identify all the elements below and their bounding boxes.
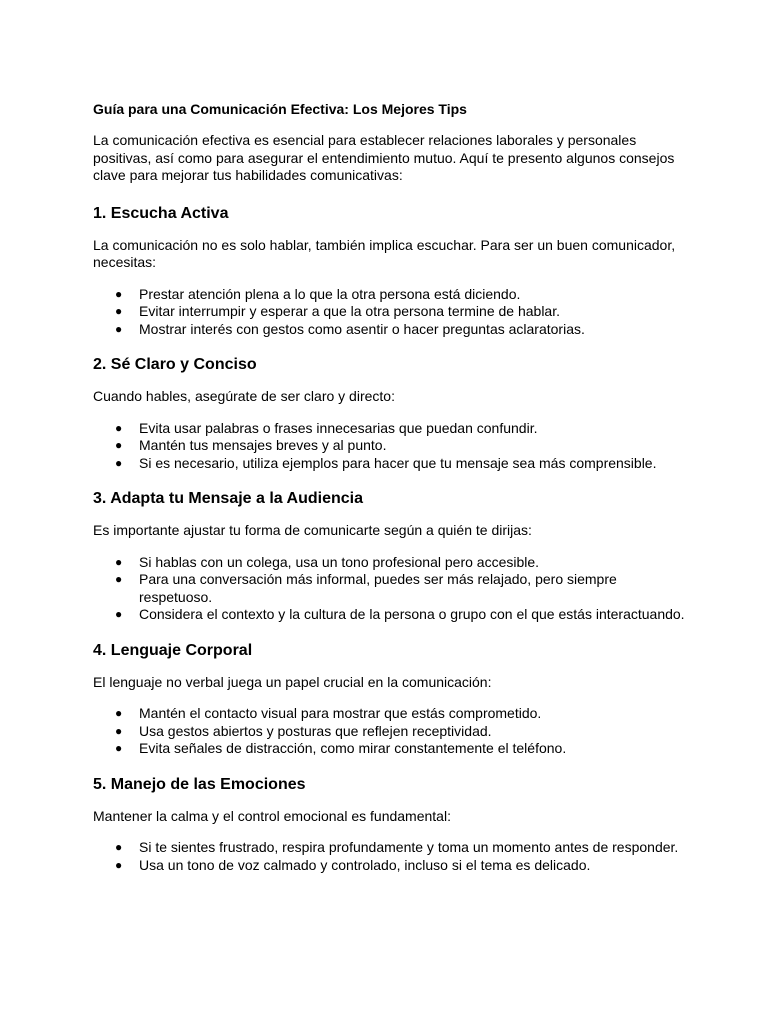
list-item-text: Mantén el contacto visual para mostrar que estás comprometido. (139, 705, 542, 721)
bullet-icon: ● (115, 420, 123, 435)
section-heading: 3. Adapta tu Mensaje a la Audiencia (93, 490, 363, 507)
list-item (93, 705, 693, 723)
bullet-icon: ● (115, 304, 123, 318)
list-item (93, 455, 693, 473)
bullet-list (93, 705, 693, 758)
list-item-text: Evita señales de distracción, como mirar constantemente el teléfono. (139, 740, 567, 756)
bullet-icon: ● (115, 438, 123, 452)
bullet-icon: ● (115, 321, 123, 336)
bullet-list (93, 554, 693, 624)
bullet-list (93, 839, 693, 874)
list-item (93, 321, 693, 339)
section-body: Mantener la calma y el control emocional es fundamental: (93, 807, 451, 824)
intro-paragraph: La comunicación efectiva es esencial para establecer relaciones laborales y personales positivas, así como para asegurar el entendimiento mutuo. Aquí te presento algunos consejos clave para mejorar tus habilidades comunicativas: (93, 132, 675, 183)
list-item-text: Evita usar palabras o frases innecesarias que puedan confundir. (139, 419, 538, 436)
document-title: Guía para una Comunicación Efectiva: Los Mejores Tips (93, 101, 467, 117)
bullet-icon: ● (115, 607, 123, 621)
section-heading: 2. Sé Claro y Conciso (93, 356, 257, 373)
list-item (93, 303, 693, 321)
section-adapta-mensaje (93, 489, 693, 624)
bullet-icon: ● (115, 741, 123, 755)
list-item-text: Mantén tus mensajes breves y al punto. (139, 437, 387, 453)
section-manejo-emociones (93, 775, 693, 875)
bullet-icon: ● (115, 572, 123, 586)
list-item-text: Usa gestos abiertos y posturas que reflejen receptividad. (139, 722, 492, 739)
list-item (93, 554, 693, 572)
section-claro-conciso (93, 355, 693, 472)
section-body: El lenguaje no verbal juega un papel crucial en la comunicación: (93, 673, 492, 690)
bullet-icon: ● (115, 286, 123, 301)
list-item (93, 857, 693, 875)
list-item (93, 571, 693, 606)
section-heading: 4. Lenguaje Corporal (93, 641, 253, 659)
list-item (93, 437, 693, 455)
bullet-icon: ● (115, 840, 123, 854)
list-item (93, 606, 693, 624)
section-lenguaje-corporal (93, 641, 693, 758)
bullet-icon: ● (115, 554, 123, 569)
list-item-text: Para una conversación más informal, puedes ser más relajado, pero siempre respetuoso. (139, 571, 617, 605)
list-item (93, 286, 693, 304)
bullet-icon: ● (115, 706, 123, 720)
section-body: La comunicación no es solo hablar, también implica escuchar. Para ser un buen comunicador, necesitas: (93, 236, 676, 270)
bullet-icon: ● (115, 857, 123, 872)
section-body: Es importante ajustar tu forma de comunicarte según a quién te dirijas: (93, 522, 532, 538)
list-item-text: Evitar interrumpir y esperar a que la otra persona termine de hablar. (139, 303, 560, 319)
section-heading: 5. Manejo de las Emociones (93, 775, 306, 793)
section-body: Cuando hables, asegúrate de ser claro y directo: (93, 388, 395, 404)
section-escucha-activa (93, 204, 693, 339)
list-item (93, 723, 693, 741)
bullet-icon: ● (115, 455, 123, 470)
list-item (93, 740, 693, 758)
section-heading: 1. Escucha Activa (93, 204, 229, 222)
list-item-text: Usa un tono de voz calmado y controlado, incluso si el tema es delicado. (139, 856, 591, 873)
list-item-text: Si es necesario, utiliza ejemplos para hacer que tu mensaje sea más comprensible. (139, 454, 657, 471)
list-item-text: Si te sientes frustrado, respira profundamente y toma un momento antes de responder. (139, 839, 679, 855)
list-item-text: Considera el contexto y la cultura de la persona o grupo con el que estás interactuando. (139, 606, 685, 622)
list-item (93, 839, 693, 857)
document-page (93, 100, 693, 891)
bullet-icon: ● (115, 723, 123, 738)
list-item-text: Si hablas con un colega, usa un tono profesional pero accesible. (139, 553, 540, 570)
list-item-text: Prestar atención plena a lo que la otra persona está diciendo. (139, 285, 521, 302)
bullet-list (93, 286, 693, 339)
bullet-list (93, 420, 693, 473)
list-item (93, 420, 693, 438)
list-item-text: Mostrar interés con gestos como asentir o hacer preguntas aclaratorias. (139, 320, 585, 337)
